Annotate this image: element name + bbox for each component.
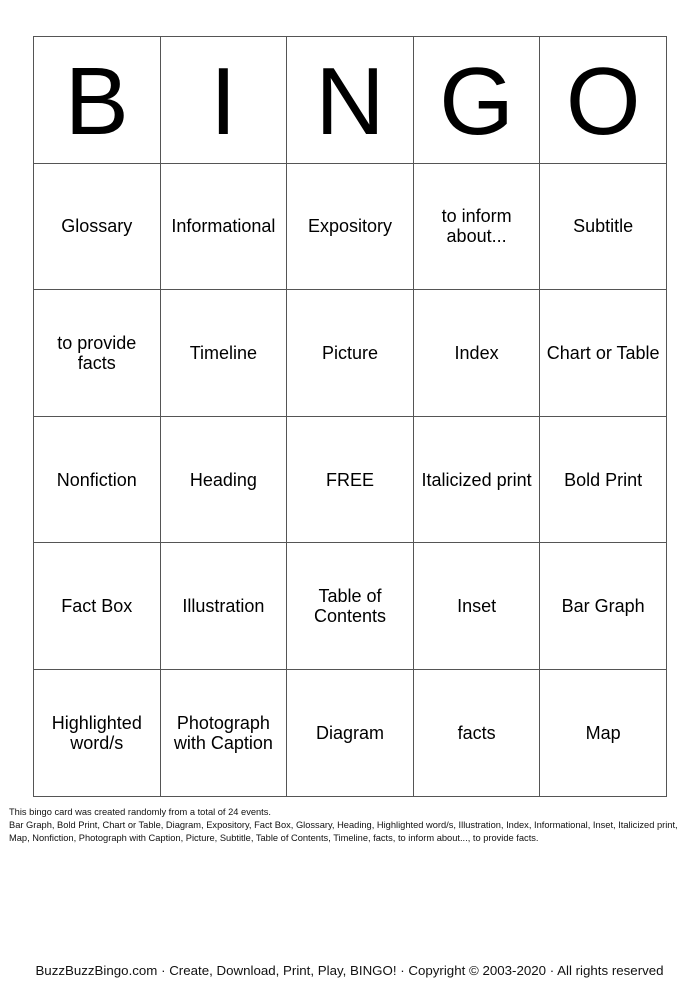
bingo-cell: Informational xyxy=(160,163,287,290)
bingo-cell: Expository xyxy=(287,163,414,290)
bingo-cell: Diagram xyxy=(287,669,414,796)
bingo-cell: Bar Graph xyxy=(540,543,667,670)
bingo-cell: Photograph with Caption xyxy=(160,669,287,796)
header-letter-o: O xyxy=(540,37,667,164)
bingo-cell: Timeline xyxy=(160,290,287,417)
header-letter-n: N xyxy=(287,37,414,164)
bingo-row xyxy=(34,669,667,796)
bingo-cell: Nonfiction xyxy=(34,416,161,543)
bingo-cell: Picture xyxy=(287,290,414,417)
card-description xyxy=(9,806,699,845)
header-letter-g: G xyxy=(413,37,540,164)
bingo-row xyxy=(34,543,667,670)
bingo-cell: Bold Print xyxy=(540,416,667,543)
bingo-cell: Heading xyxy=(160,416,287,543)
card-description-summary: This bingo card was created randomly from a total of 24 events. xyxy=(9,807,271,817)
bingo-cell: Index xyxy=(413,290,540,417)
bingo-cell: Subtitle xyxy=(540,163,667,290)
bingo-card xyxy=(33,36,667,797)
bingo-cell: Map xyxy=(540,669,667,796)
bingo-cell: to inform about... xyxy=(413,163,540,290)
header-letter-b: B xyxy=(34,37,161,164)
bingo-cell: Table of Contents xyxy=(287,543,414,670)
footer-copyright: BuzzBuzzBingo.com · Create, Download, Print, Play, BINGO! · Copyright © 2003-2020 · All rights reserved xyxy=(35,963,664,978)
bingo-cell: Fact Box xyxy=(34,543,161,670)
bingo-cell: Italicized print xyxy=(413,416,540,543)
bingo-row xyxy=(34,416,667,543)
bingo-cell: Illustration xyxy=(160,543,287,670)
bingo-row xyxy=(34,163,667,290)
card-description-events: Bar Graph, Bold Print, Chart or Table, Diagram, Expository, Fact Box, Glossary, Heading, Highlighted word/s, Illustration, Index, Informational, Inset, Italicized print, Map, Nonfiction, Photograph with Caption, Picture, Subtitle, Table of Contents, Timeline, facts, to inform about..., to provide facts. xyxy=(9,820,678,843)
bingo-row xyxy=(34,290,667,417)
header-letter-i: I xyxy=(160,37,287,164)
bingo-cell: Glossary xyxy=(34,163,161,290)
bingo-cell: facts xyxy=(413,669,540,796)
bingo-header-row xyxy=(34,37,667,164)
bingo-cell: Inset xyxy=(413,543,540,670)
bingo-cell: Highlighted word/s xyxy=(34,669,161,796)
bingo-cell: to provide facts xyxy=(34,290,161,417)
bingo-cell: Chart or Table xyxy=(540,290,667,417)
free-space-cell: FREE xyxy=(287,416,414,543)
